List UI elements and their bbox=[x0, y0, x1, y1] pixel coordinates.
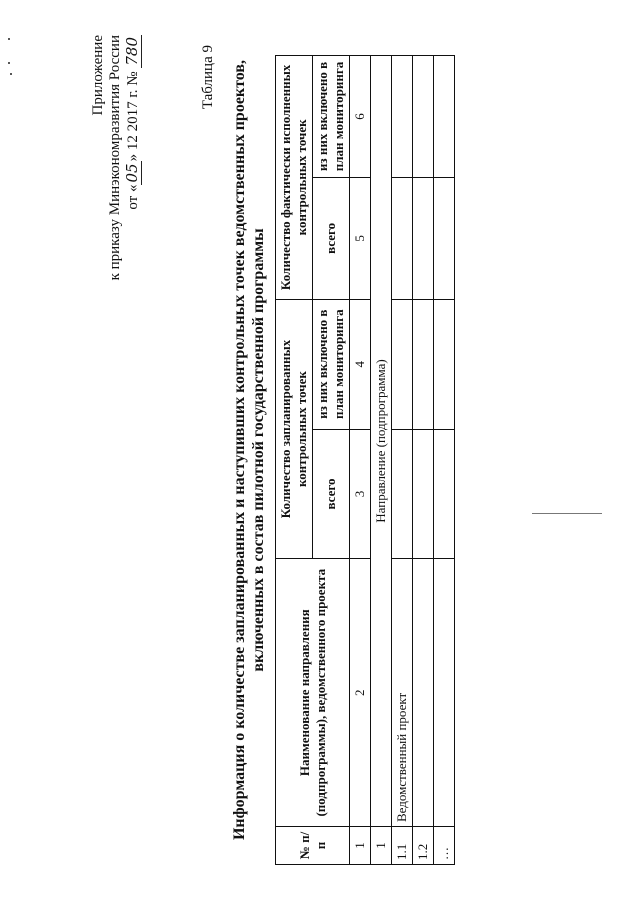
direction-number: 1 bbox=[371, 827, 392, 865]
date-day-handwritten: 05 bbox=[123, 163, 141, 183]
row-name: Ведомственный проект bbox=[392, 559, 413, 827]
appendix-order-ref: к приказу Минэкономразвития России bbox=[107, 35, 123, 281]
header-actual-total: всего bbox=[313, 177, 350, 299]
table-label: Таблица 9 bbox=[200, 45, 216, 110]
table-header-row-1 bbox=[276, 56, 313, 865]
header-name: Наименование направления (подпрограммы), ведомственного проекта bbox=[276, 559, 350, 827]
column-number-row bbox=[350, 56, 371, 865]
column-number: 3 bbox=[350, 429, 371, 559]
table-row bbox=[413, 56, 434, 865]
row-cell bbox=[434, 299, 455, 429]
column-number: 5 bbox=[350, 177, 371, 299]
order-number-handwritten: 780 bbox=[123, 37, 141, 66]
row-cell bbox=[392, 56, 413, 178]
row-cell bbox=[392, 299, 413, 429]
row-cell bbox=[413, 56, 434, 178]
appendix-date-line bbox=[124, 35, 142, 295]
table-row bbox=[434, 56, 455, 865]
row-number: … bbox=[434, 827, 455, 865]
row-cell bbox=[392, 177, 413, 299]
row-number: 1.2 bbox=[413, 827, 434, 865]
row-cell bbox=[413, 429, 434, 559]
column-number: 1 bbox=[350, 827, 371, 865]
column-number: 4 bbox=[350, 299, 371, 429]
heading-line-1: Информация о количестве запланированных и наступивших контрольных точек ведомственных проектов, bbox=[231, 59, 248, 841]
control-points-table bbox=[275, 55, 455, 865]
document-heading bbox=[230, 55, 268, 845]
row-cell bbox=[434, 177, 455, 299]
header-planned-included: из них включено в план мониторинга bbox=[313, 299, 350, 429]
row-name bbox=[413, 559, 434, 827]
direction-label: Направление (подпрограмма) bbox=[371, 56, 392, 827]
direction-row bbox=[371, 56, 392, 865]
row-name bbox=[434, 559, 455, 827]
header-actual-group: Количество фактически исполненных контрольных точек bbox=[276, 56, 313, 300]
row-cell bbox=[434, 56, 455, 178]
header-planned-total: всего bbox=[313, 429, 350, 559]
column-number: 2 bbox=[350, 559, 371, 827]
column-number: 6 bbox=[350, 56, 371, 178]
heading-line-2: включенных в состав пилотной государственной программы bbox=[250, 228, 267, 672]
appendix-block bbox=[90, 35, 142, 295]
row-number: 1.1 bbox=[392, 827, 413, 865]
table-row bbox=[392, 56, 413, 865]
row-cell bbox=[413, 177, 434, 299]
row-cell bbox=[413, 299, 434, 429]
header-number: № п/п bbox=[276, 827, 350, 865]
row-cell bbox=[434, 429, 455, 559]
date-rest: » 12 2017 г. № bbox=[125, 71, 141, 162]
row-cell bbox=[392, 429, 413, 559]
header-actual-included: из них включено в план мониторинга bbox=[313, 56, 350, 178]
date-prefix: от « bbox=[125, 184, 141, 210]
header-planned-group: Количество запланированных контрольных точек bbox=[276, 299, 313, 559]
appendix-title: Приложение bbox=[90, 35, 106, 116]
